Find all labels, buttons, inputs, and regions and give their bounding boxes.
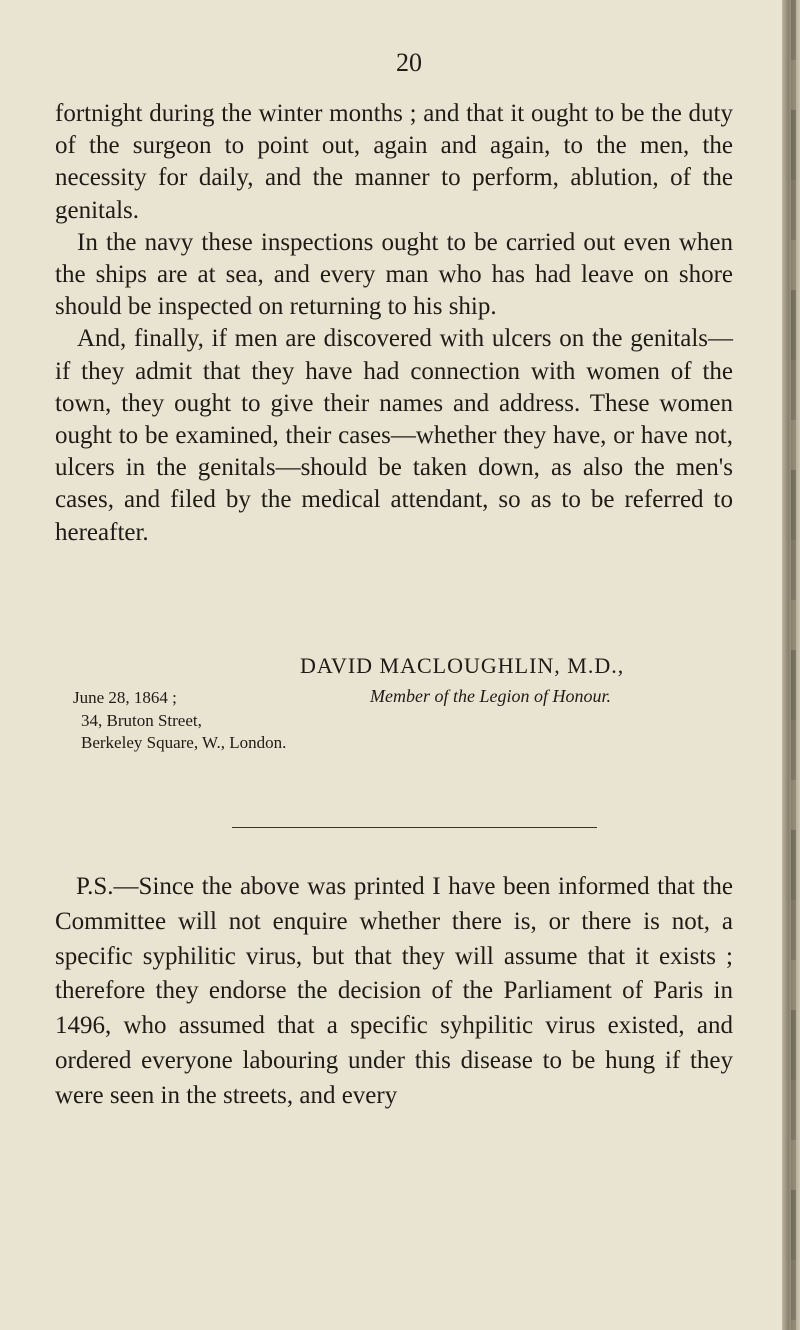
signature-date: June 28, 1864 ; — [73, 688, 177, 707]
signature-title: Member of the Legion of Honour. — [370, 686, 611, 706]
signature-address-line-2: Berkeley Square, W., London. — [81, 733, 287, 752]
section-divider — [232, 827, 597, 828]
page-edge-shadow — [791, 0, 796, 1330]
signature-address-line-1: 34, Bruton Street, — [81, 711, 202, 730]
paragraph-3: And, finally, if men are discovered with ulcers on the genitals—if they admit that they have had connection with women of the town, they ought to give their names and address. These women ought to be examined, their cases—whether they have, or have not, ulcers in the genitals—should be taken down, as also the men's cases, and filed by the medical attendant, so as to be referred to hereafter. — [55, 325, 733, 546]
body-text — [55, 98, 733, 549]
signature-name: DAVID MACLOUGHLIN, M.D., — [300, 653, 625, 678]
paragraph-2: In the navy these inspections ought to be carried out even when the ships are at sea, and every man who has had leave on shore should be inspected on returning to his ship. — [55, 228, 733, 321]
postscript-text: P.S.—Since the above was printed I have been informed that the Committee will not enquire whether there is, or there is not, a specific syphilitic virus, but that they will assume that it exists ; therefore they endorse the decision of the Parliament of Paris in 1496, who assumed that a specific syhpilitic virus existed, and ordered everyone labouring under this disease to be hung if they were seen in the streets, and every — [55, 873, 733, 1109]
postscript — [55, 870, 733, 1114]
page-number: 20 — [396, 48, 422, 77]
paragraph-1: fortnight during the winter months ; and that it ought to be the duty of the surgeon to point out, again and again, to the men, the necessity for daily, and the manner to perform, ablution, of the genitals. — [55, 100, 733, 224]
